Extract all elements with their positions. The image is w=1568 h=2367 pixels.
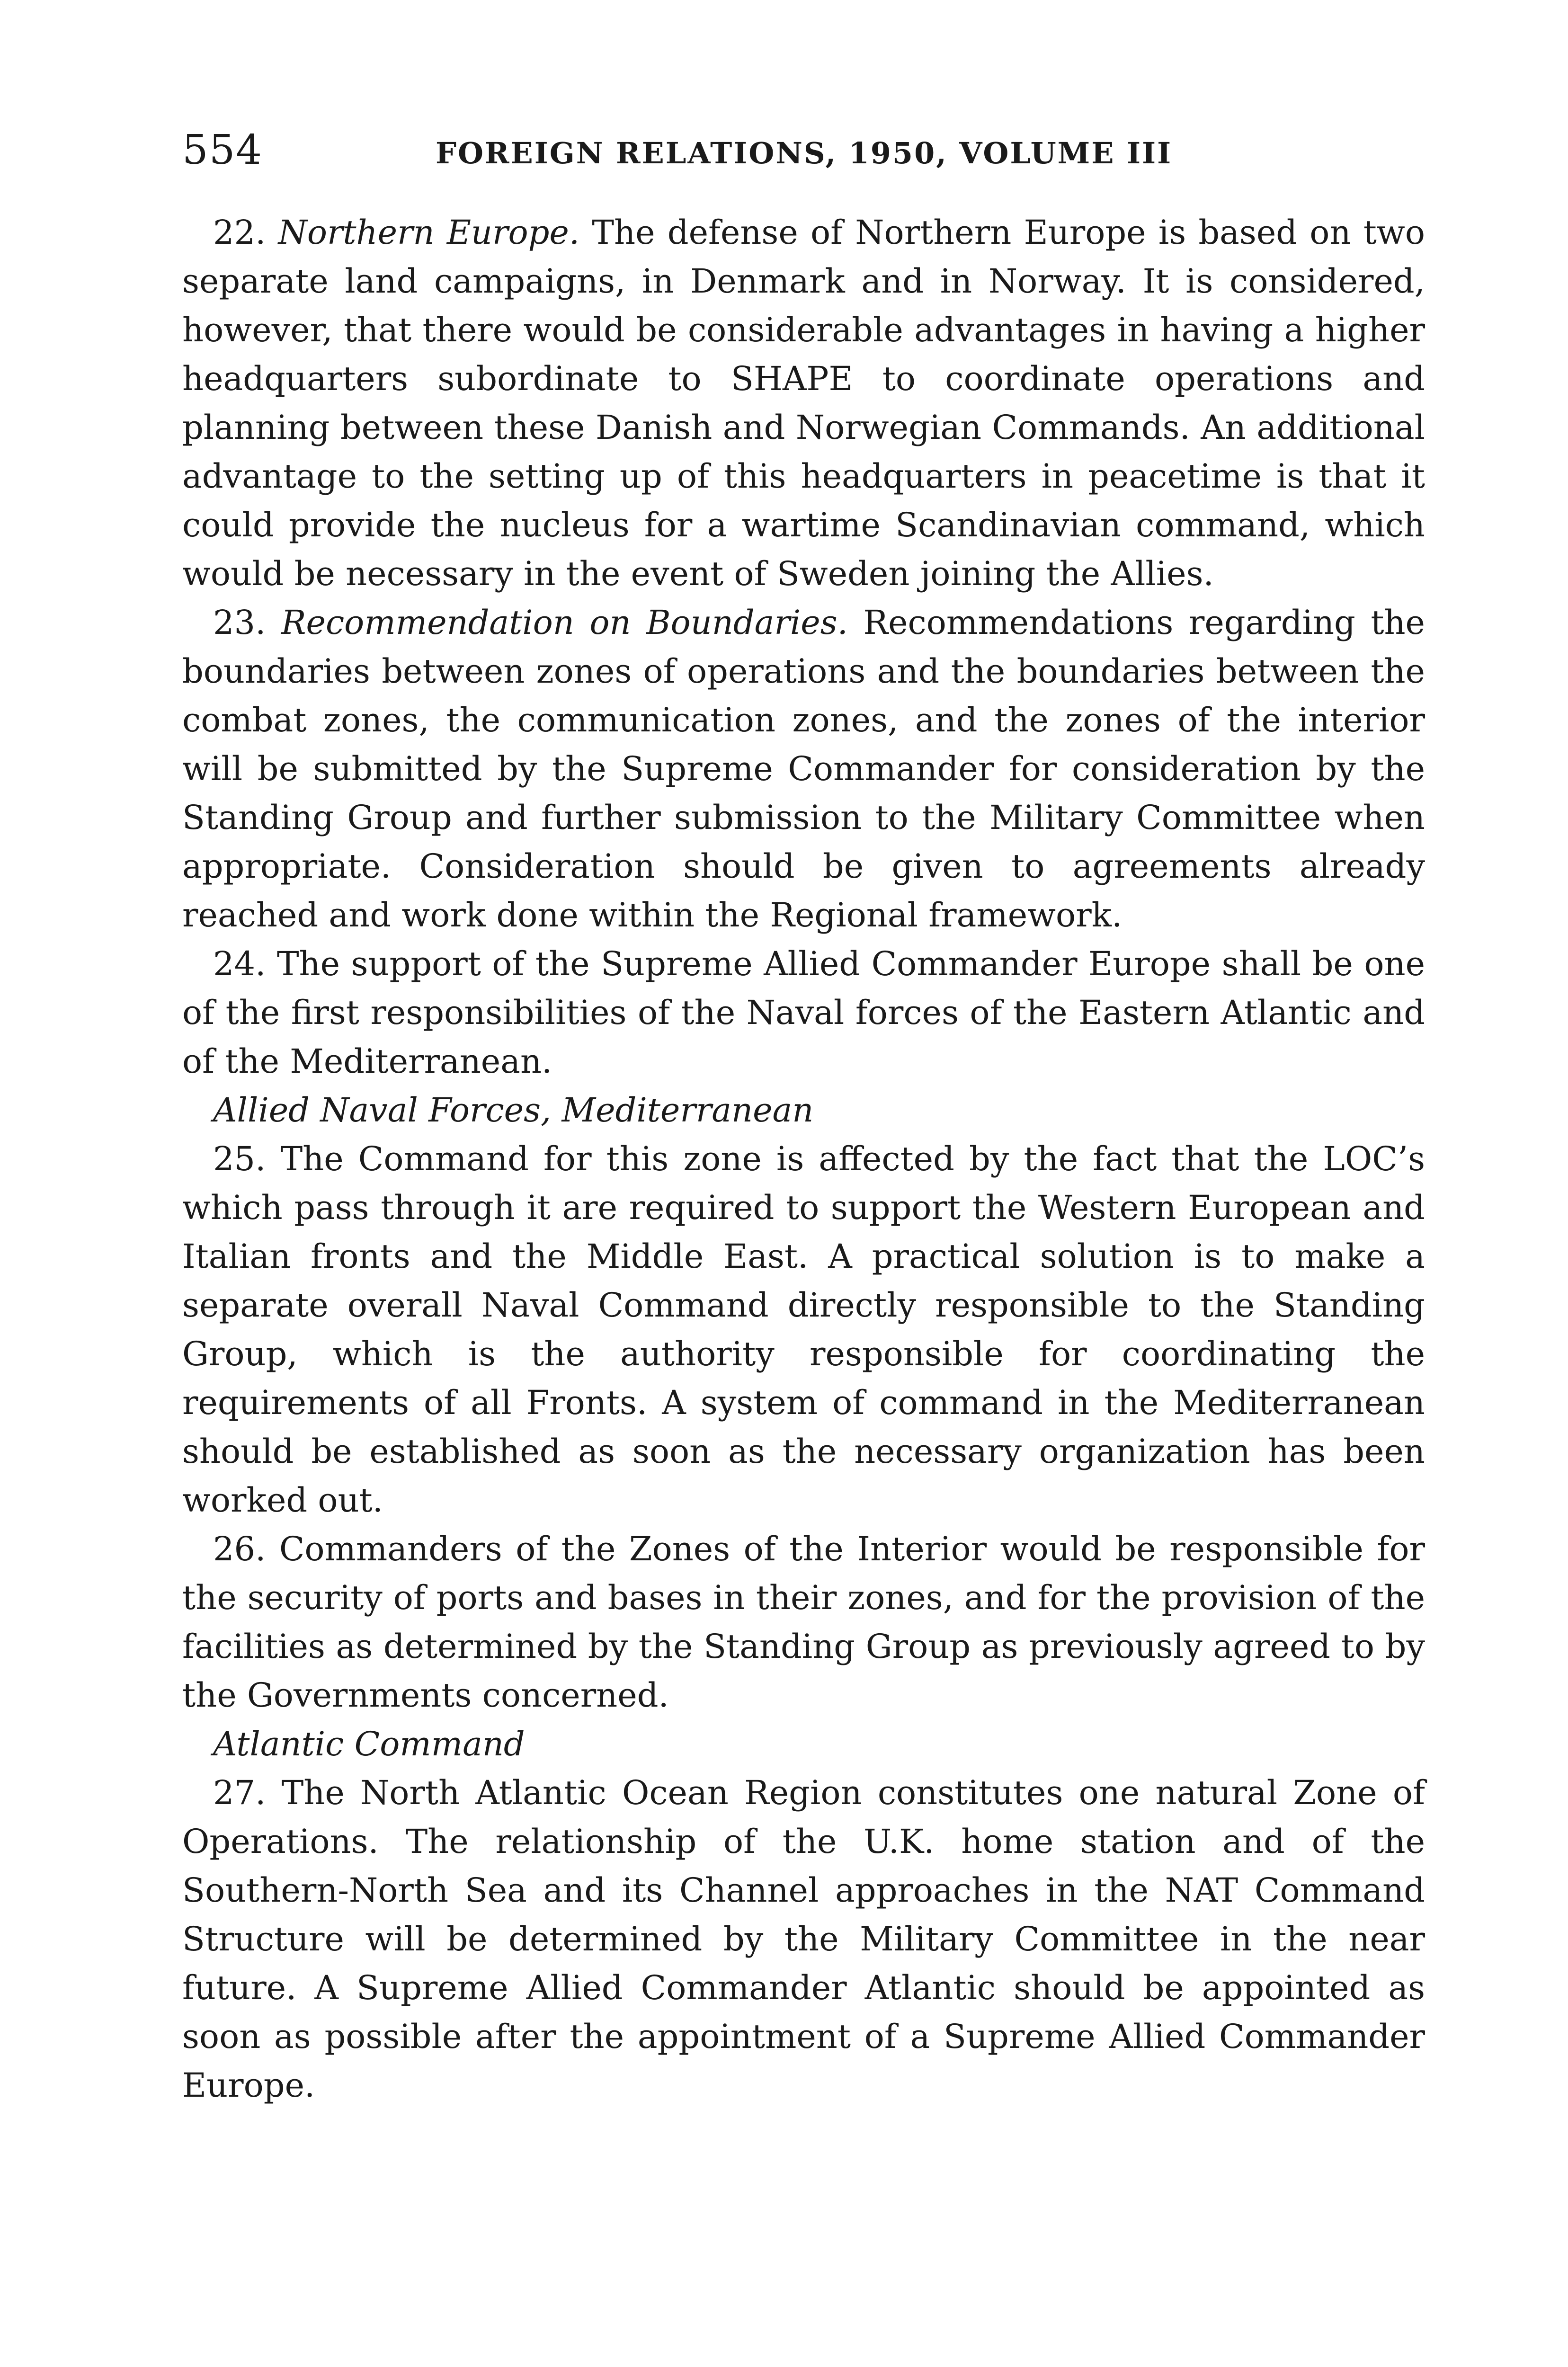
paragraph-number: 22. [213,213,266,252]
paragraph-text: Recommendations regarding the boundaries between zones of operations and the boundaries between the combat zones, the communication zones, and the zones of the interior will be submitted by the Supreme Commander for consideration by the Standing Group and further submission to the Military Committee when appropriate. Consideration should be given to agreements already reached and work done within the Regional framework. [182,603,1425,934]
running-title: FOREIGN RELATIONS, 1950, VOLUME III [436,136,1173,170]
section-heading-atlantic-command: Atlantic Command [213,1725,525,1763]
paragraph-text: The defense of Northern Europe is based on two separate land campaigns, in Denmark and in Norway. It is considered, however, that there would be considerable advantages in having a higher headquarters subordinate to SHAPE to coordinate operations and planning between these Danish and Norwegian Commands. An additional advantage to the setting up of this headquarters in peacetime is that it could provide the nucleus for a wartime Scandinavian command, which would be necessary in the event of Sweden joining the Allies. [182,213,1425,593]
paragraph-24: 24. The support of the Supreme Allied Commander Europe shall be one of the first responsibilities of the Naval forces of the Eastern Atlantic and of the Mediterranean. [182,944,1425,1081]
paragraph-lead-in: Northern Europe. [278,213,580,252]
paragraph-lead-in: Recommendation on Boundaries. [281,603,848,642]
section-heading-naval-forces: Allied Naval Forces, Mediterranean [213,1091,814,1130]
page-number: 554 [182,126,263,174]
paragraph-25: 25. The Command for this zone is affected by the fact that the LOC’s which pass through it are required to support the Western European and Italian fronts and the Middle East. A practical solution is to make a separate overall Naval Command directly responsible to the Standing Group, which is the authority responsible for coordinating the requirements of all Fronts. A system of command in the Mediterranean should be established as soon as the necessary organization has been worked out. [182,1139,1425,1520]
paragraph-23 [182,598,1425,940]
paragraph-number: 23. [213,603,266,642]
running-head [182,124,1425,176]
body-text [182,208,1425,2110]
paragraph-22 [182,208,1425,598]
paragraph-26: 26. Commanders of the Zones of the Interior would be responsible for the security of ports and bases in their zones, and for the provision of the facilities as determined by the Standing Group as previously agreed to by the Governments concerned. [182,1530,1425,1715]
paragraph-27: 27. The North Atlantic Ocean Region constitutes one natural Zone of Operations. The relationship of the U.K. home station and of the Southern-North Sea and its Channel approaches in the NAT Command Structure will be determined by the Military Committee in the near future. A Supreme Allied Commander Atlantic should be appointed as soon as possible after the appointment of a Supreme Allied Commander Europe. [182,1773,1425,2105]
